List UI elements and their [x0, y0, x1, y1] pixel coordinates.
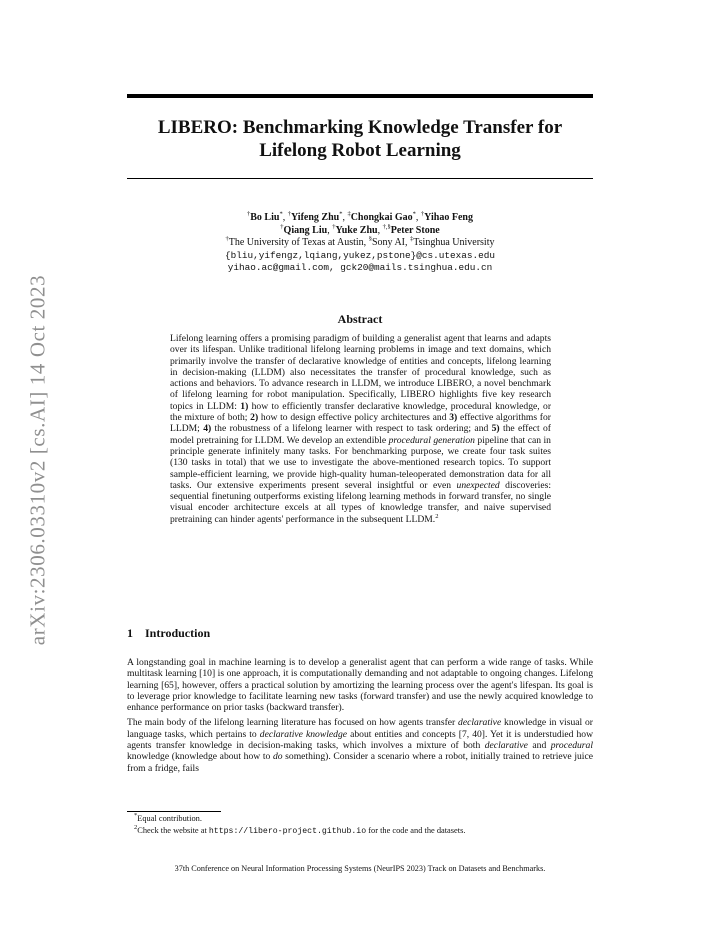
equal-contribution-mark: *	[279, 210, 283, 218]
title-bottom-rule	[127, 178, 593, 179]
abstract-run: the effect of model pretraining for LLDM. We develop an extendible	[170, 423, 551, 446]
intro-p2-run: procedural	[550, 740, 593, 752]
author-name: Peter Stone	[390, 224, 440, 236]
intro-paragraph-1	[127, 657, 593, 713]
intro-p2-run: declarative	[484, 740, 528, 752]
author-separator: ,	[282, 212, 288, 223]
author-name: Bo Liu	[250, 212, 280, 223]
author-separator: ,	[415, 212, 421, 223]
equal-contribution-mark: *	[339, 210, 343, 218]
author-affiliation-mark: †,§	[382, 223, 391, 231]
title-top-rule	[127, 94, 593, 98]
arxiv-identifier: arXiv:2306.03310v2 [cs.AI] 14 Oct 2023	[25, 274, 50, 646]
affiliation-name: Sony AI,	[371, 237, 410, 249]
affiliation-mark: §	[368, 235, 372, 243]
author-affiliation-mark: ‡	[347, 210, 351, 218]
footnotes	[134, 813, 465, 838]
title-line-2: Lifelong Robot Learning	[259, 140, 461, 161]
intro-paragraph-2	[127, 717, 593, 773]
project-website-link[interactable]: https://libero-project.github.io	[208, 827, 367, 836]
abstract-run: 5)	[491, 423, 500, 435]
abstract-run: 2)	[250, 412, 259, 424]
abstract-run: discoveries: sequential finetuning outperforms existing lifelong learning methods in forward transfer, no single visual encoder architecture excels at all types of knowledge transfer, and naive supervised pretraining can hinder agents' performance in the subsequent LLDM.	[170, 479, 551, 525]
abstract-run: 3)	[449, 412, 458, 424]
section-number: 1	[127, 626, 133, 640]
abstract-text	[170, 333, 551, 525]
author-name: Yuke Zhu	[335, 224, 378, 236]
abstract-heading: Abstract	[337, 312, 383, 326]
footnote-rule	[127, 811, 221, 812]
abstract-run: 1)	[240, 400, 249, 412]
footnote-2-post: for the code and the datasets.	[366, 826, 466, 835]
abstract-run: Lifelong learning offers a promising paradigm of building a generalist agent that learns and adapts over its lifespan. Unlike traditional lifelong learning problems in image and text domains, which primarily involve the transfer of declarative knowledge of entities and concepts, lifelong learning in decision-making (LLDM) also necessitates the transfer of procedural knowledge, such as actions and behaviors. To advance research in LLDM, we introduce LIBERO, a novel benchmark of lifelong learning for robot manipulation. Specifically, LIBERO highlights five key research topics in LLDM:	[170, 333, 551, 412]
footnote-1-text: Equal contribution.	[137, 814, 202, 823]
abstract-run: pipeline that can in principle generate infinitely many tasks. For benchmarking purpose, we create four task suites (130 tasks in total) that we use to investigate the above-mentioned research topics. To support sample-efficient learning, we provide high-quality human-teleoperated demonstration data for all tasks. Our extensive experiments present several insightful or even	[170, 434, 551, 491]
intro-p1-run: A longstanding goal in machine learning is to develop a generalist agent that can perform a wide range of tasks. While multitask learning [10] is one approach, it is computationally demanding and not adaptable to ongoing changes. Lifelong learning [65], however, offers a practical solution by amortizing the learning process over the agent's lifespan. Its goal is to leverage prior knowledge to facilitate learning new tasks (forward transfer) and use the newly acquired knowledge to enhance performance on prior tasks (backward transfer).	[127, 657, 593, 714]
abstract-run: how to design effective policy architectures and	[258, 412, 450, 424]
affiliation-name: Tsinghua University	[413, 237, 495, 249]
intro-p2-run: declarative knowledge	[259, 728, 348, 740]
equal-contribution-mark: *	[412, 210, 416, 218]
footnote-2-mark: 2	[134, 824, 138, 832]
abstract-run: 2	[435, 512, 439, 520]
author-name: Yifeng Zhu	[290, 212, 340, 223]
abstract-run: unexpected	[456, 479, 500, 491]
abstract-run: the robustness of a lifelong learner with respect to task ordering; and	[211, 423, 492, 435]
author-separator: ,	[327, 224, 333, 236]
intro-p2-run: do	[272, 751, 283, 763]
author-affiliation-mark: †	[247, 210, 251, 218]
intro-p2-run: declarative	[458, 717, 502, 729]
author-line-2	[127, 225, 593, 238]
intro-p2-run: about entities and concepts [7, 40]. Yet it is understudied how agents transfer knowledge in decision-making tasks, which involves a mixture of both	[127, 728, 594, 752]
author-name: Yihao Feng	[424, 212, 473, 223]
author-affiliation-mark: †	[332, 223, 336, 231]
intro-p2-run: and	[527, 740, 551, 752]
author-emails-1: {bliu,yifengz,lqiang,yukez,pstone}@cs.utexas.edu	[224, 249, 496, 261]
intro-p2-run: knowledge (knowledge about how to	[127, 751, 273, 763]
author-line-1	[127, 212, 593, 225]
footnote-1	[134, 813, 465, 825]
section-heading-introduction	[127, 626, 222, 641]
intro-p2-run: The main body of the lifelong learning literature has focused on how agents transfer	[127, 717, 459, 729]
introduction-body	[127, 657, 593, 778]
author-name: Qiang Liu	[283, 224, 328, 236]
affiliation-mark: †	[225, 235, 229, 243]
author-separator: ,	[342, 212, 348, 223]
abstract-run: 4)	[203, 423, 212, 435]
author-emails-2: yihao.ac@gmail.com, gck20@mails.tsinghua.edu.cn	[227, 262, 493, 274]
author-separator: ,	[377, 224, 383, 236]
affiliation-name: The University of Texas at Austin,	[228, 237, 369, 249]
affiliations	[127, 237, 593, 250]
footnote-2-pre: Check the website at	[137, 826, 209, 835]
author-name: Chongkai Gao	[350, 212, 413, 223]
author-affiliation-mark: †	[287, 210, 291, 218]
footnote-1-mark: *	[134, 812, 138, 820]
title-line-1: LIBERO: Benchmarking Knowledge Transfer for	[157, 117, 563, 138]
footnote-2	[134, 825, 465, 838]
abstract-run: effective algorithms for LLDM;	[170, 412, 551, 435]
affiliation-mark: ‡	[410, 235, 414, 243]
section-title: Introduction	[145, 626, 211, 640]
intro-p2-run: knowledge in visual or language tasks, which pertains to	[127, 717, 593, 740]
abstract-run: how to efficiently transfer declarative knowledge, procedural knowledge, or the mixture of both;	[170, 400, 552, 424]
paper-title	[127, 116, 593, 162]
conference-footer: 37th Conference on Neural Information Processing Systems (NeurIPS 2023) Track on Datasets and Benchmarks.	[174, 864, 546, 873]
author-affiliation-mark: †	[420, 210, 425, 218]
abstract-run: procedural generation	[388, 434, 475, 446]
author-block	[127, 212, 593, 275]
intro-p2-run: something). Consider a scenario where a robot, initially trained to retrieve juice from a fridge, fails	[127, 751, 593, 774]
author-affiliation-mark: †	[280, 223, 284, 231]
